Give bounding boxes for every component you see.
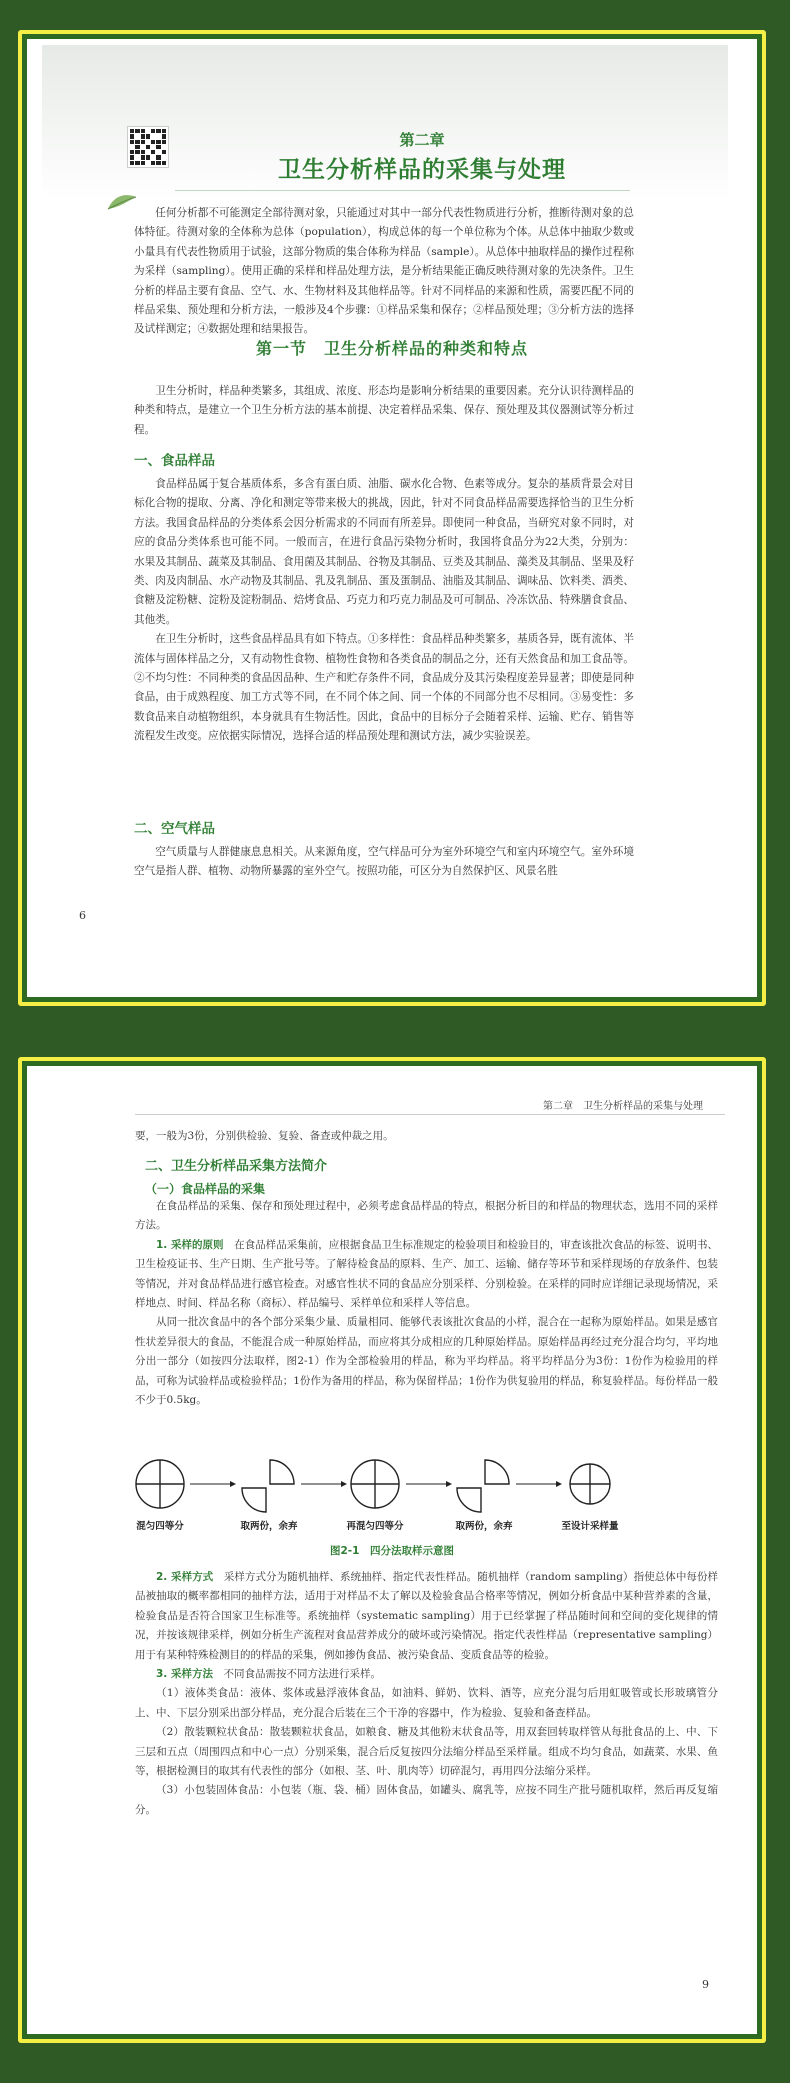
figure-step-label: 至设计采样量 [561,1521,619,1532]
chapter-title: 卫生分析样品的采集与处理 [278,157,566,183]
quartering-diagram [135,1454,718,1534]
header-divider [135,1114,725,1115]
page-border [22,1061,762,2039]
continued-text [135,1127,718,1146]
sampling-method-paragraph [135,1665,718,1684]
quartering-paragraph: 从同一批次食品中的各个部分采集少量、质量相同、能够代表该批次食品的小样，混合在一起称为原始样品。如果是感官性状差异很大的食品，不能混合成一种原始样品，而应将其分成相应的几种原始样品。原始样品再经过充分混合均匀，平均地分出一部分（如按四分法取样，图2-1）作为全部检验用的样品，称为平均样品。将平均样品分为3份：1份作为检验用的样品，可称为试验样品或检验样品；1份作为备用的样品，称为保留样品；1份作为供复验用的样品，称复验样品。每份样品一般不少于0.5kg。 [135,1316,718,1407]
sampling-methods-body [135,1568,718,1820]
page-number: 6 [79,909,86,922]
granular-food-paragraph: （2）散装颗粒状食品：散装颗粒状食品，如粮食、糖及其他粉末状食品等，用双套回转取样管从每批食品的上、中、下三层和五点（周围四点和中心一点）分别采集，混合后反复按四分法缩分样品至采样量。组成不均匀食品，如蔬菜、水果、鱼等，根据检测目的取其有代表性的部分（如根、茎、叶、肌肉等）切碎混匀，再用四分法缩分采样。 [135,1726,718,1778]
sampling-mode-heading: 2. 采样方式 [156,1571,214,1583]
food-collection-heading: （一）食品样品的采集 [145,1182,266,1196]
two-quarters-kept-2 [457,1460,509,1512]
quartering-figure [135,1454,718,1534]
page-number: 9 [702,1978,709,1991]
food-collection-body [135,1197,718,1410]
food-collection-paragraph: 在食品样品的采集、保存和预处理过程中，必须考虑食品样品的特点，根据分析目的和样品的物理状态，选用不同的采样方法。 [135,1200,718,1232]
figure-step-label: 再混匀四等分 [346,1521,404,1532]
book-page-9 [27,1066,757,2034]
liquid-food-paragraph: （1）液体类食品：液体、浆体或悬浮液体食品，如油料、鲜奶、饮料、酒等，应充分混匀后用虹吸管或长形玻璃管分上、中、下层分别采出部分样品，充分混合后装在三个干净的容器中，作为检验、复验和备查样品。 [135,1687,718,1719]
section-title: 第一节 卫生分析样品的种类和特点 [255,339,528,358]
sampling-principle-text: 在食品样品采集前，应根据食品卫生标准规定的检验项目和检验目的，审查该批次食品的标签、说明书、卫生检疫证书、生产日期、生产批号等。了解待检食品的原料、生产、加工、运输、储存等环节和采样现场的存放条件、包装等情况，并对食品样品进行感官检查。对感官性状不同的食品应分别采样、分别检验。在采样的同时应详细记录现场情况，采样地点、时间、样品名称（商标）、样品编号、采样单位和采样人等信息。 [135,1238,719,1310]
intro-paragraph: 任何分析都不可能测定全部待测对象，只能通过对其中一部分代表性物质进行分析，推断待测对象的总体特征。待测对象的全体称为总体（population），构成总体的每一个单位称为个体。从总体中抽取少数或小量具有代表性物质用于试验，这部分物质的集合体称为样品（sample）。从总体中抽取样品的操作过程称为采样（sampling）。使用正确的采样和样品处理方法，是分析结果能正确反映待测对象的先决条件。卫生分析的样品主要有食品、空气、水、生物材料及其他样品等。针对不同样品的来源和性质，需要匹配不同的样品采集、预处理和分析方法，一般涉及4个步骤：①样品采集和保存；②样品预处理；③分析方法的选择及试样测定；④数据处理和结果报告。 [134,207,634,336]
sampling-method-heading: 3. 采样方法 [156,1668,213,1681]
sampling-mode-paragraph [135,1568,718,1665]
section-intro-paragraph: 卫生分析时，样品种类繁多，其组成、浓度、形态均是影响分析结果的重要因素。充分认识待测样品的种类和特点，是建立一个卫生分析方法的基本前提、决定着样品采集、保存、预处理及其仪器测试等分析过程。 [134,385,634,436]
food-paragraph-2: 在卫生分析时，这些食品样品具有如下特点。①多样性：食品样品种类繁多，基质各异，既有流体、半流体与固体样品之分，又有动物性食物、植物性食物和各类食品的制品之分，还有天然食品和加工食品等。②不均匀性：不同种类的食品因品种、生产和贮存条件不同，食品成分及其污染程度差异显著；即使是同种食品，由于成熟程度、加工方式等不同，在不同个体之间、同一个体的不同部分也不尽相同。③易变性：多数食品来自动植物组织，本身就具有生物活性。因此，食品中的目标分子会随着采样、运输、贮存、销售等流程发生改变。应依据实际情况，选择合适的样品预处理和测试方法，减少实验误差。 [134,633,634,743]
sampling-mode-text: 采样方式分为随机抽样、系统抽样、指定代表性样品。随机抽样（random sampling）指使总体中每份样品被抽取的概率都相同的抽样方法，适用于对样品不太了解以及检验食品合格率等情况，例如分析食品中某种营养素的含量，检验食品是否符合国家卫生标准等。系统抽样（systematic sampling）用于已经掌握了样品随时间和空间的变化规律的情况，并按该规律采样，例如分析生产流程对食品营养成分的破坏或污染情况。指定代表性样品（representative sampling）用于有某种特殊检测目的的样品的采集，例如掺伪食品、被污染食品、变质食品等的检验。 [135,1571,719,1661]
air-sample-heading: 二、空气样品 [134,821,215,837]
running-header: 第二章 卫生分析样品的采集与处理 [543,1101,703,1112]
food-sample-text [134,475,634,747]
page-border [22,34,762,1002]
page-frame-right [18,1057,766,2043]
figure-caption: 图2-1 四分法取样示意图 [330,1545,454,1557]
chapter-number: 第二章 [399,131,445,149]
mixed-quartered-circle [136,1460,184,1508]
sampling-principle-paragraph [135,1236,718,1314]
sampling-method-text: 不同食品需按不同方法进行采样。 [223,1668,381,1681]
sampling-principle-heading: 1. 采样的原则 [156,1238,224,1251]
figure-step-label: 取两份，余弃 [240,1521,298,1532]
packaged-food-paragraph: （3）小包装固体食品：小包装（瓶、袋、桶）固体食品，如罐头、腐乳等，应按不同生产批号随机取样，然后再反复缩分。 [135,1784,718,1816]
food-paragraph-1: 食品样品属于复合基质体系，多含有蛋白质、油脂、碳水化合物、色素等成分。复杂的基质背景会对目标化合物的提取、分离、净化和测定等带来极大的挑战，因此，针对不同食品样品需要选择恰当的卫生分析方法。我国食品样品的分类体系会因分析需求的不同而有所差异。即使同一种食品，当研究对象不同时，对应的食品分类体系也可能不同。一般而言，在进行食品污染物分析时，我国将食品分为22大类，分别为：水果及其制品、蔬菜及其制品、食用菌及其制品、谷物及其制品、豆类及其制品、藻类及其制品、坚果及籽类、肉及肉制品、水产动物及其制品、乳及乳制品、蛋及蛋制品、油脂及其制品、调味品、饮料类、酒类、食糖及淀粉糖、淀粉及淀粉制品、焙烤食品、巧克力和巧克力制品及可可制品、冷冻饮品、特殊膳食食品、其他类。 [134,478,634,626]
air-paragraph-1: 空气质量与人群健康息息相关。从来源角度，空气样品可分为室外环境空气和室内环境空气。室外环境空气是指人群、植物、动物所暴露的室外空气。按照功能，可区分为自然保护区、风景名胜 [134,846,634,878]
figure-step-label: 混匀四等分 [136,1521,184,1532]
figure-step-label: 取两份，余弃 [455,1521,513,1532]
page-frame-left [18,30,766,1006]
header-divider [175,190,630,191]
section-intro [134,382,634,440]
final-quartered-circle [570,1464,610,1504]
air-sample-text [134,843,634,882]
book-page-6 [27,39,757,997]
food-sample-heading: 一、食品样品 [134,453,215,469]
continued-paragraph: 要，一般为3份，分别供检验、复验、备查或仲裁之用。 [135,1130,394,1142]
collection-methods-heading: 二、卫生分析样品采集方法简介 [145,1159,328,1174]
two-quarters-kept [242,1460,294,1512]
chapter-intro [134,204,634,340]
remixed-quartered-circle [351,1460,399,1508]
